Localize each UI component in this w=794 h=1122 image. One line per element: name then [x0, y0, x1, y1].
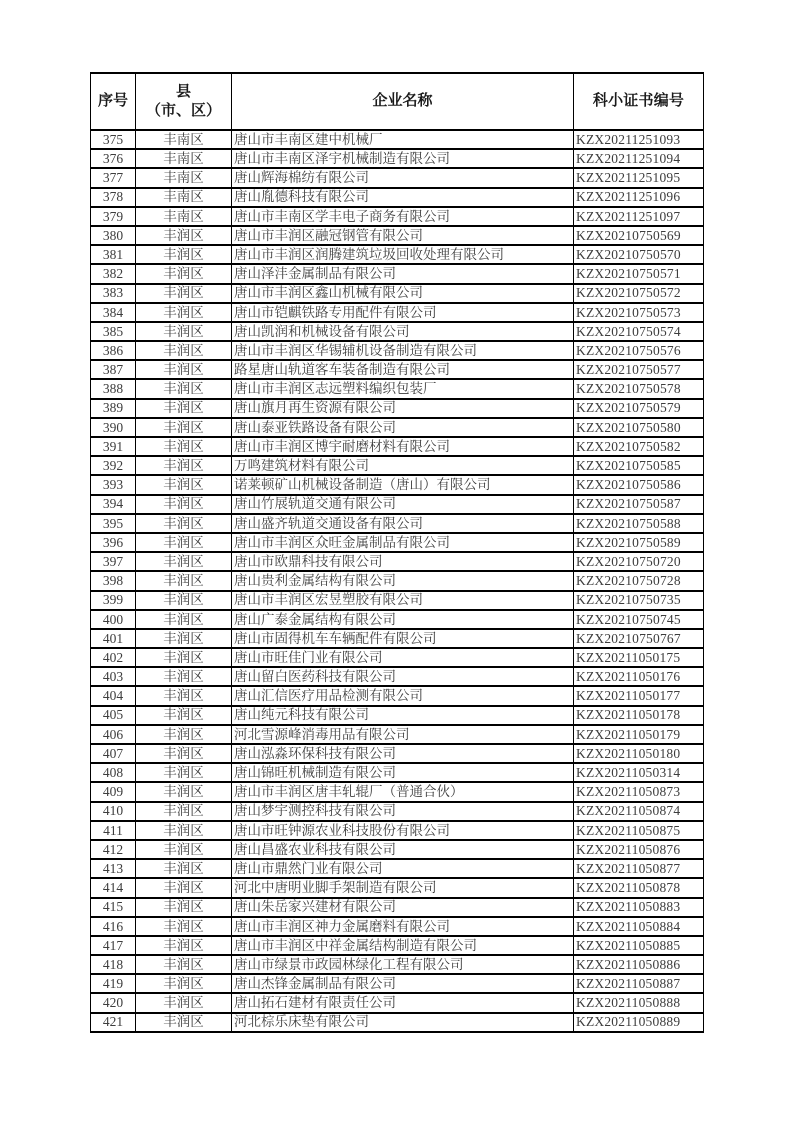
row-company: 唐山市旺钟源农业科技股份有限公司 [232, 821, 574, 840]
row-cert: KZX20210750576 [574, 341, 704, 360]
table-row [91, 782, 704, 801]
row-cert: KZX20210750580 [574, 418, 704, 437]
row-cert: KZX20211050876 [574, 840, 704, 859]
row-district: 丰润区 [136, 706, 232, 725]
row-serial: 391 [91, 437, 136, 456]
header-district-label-line2: （市、区） [145, 102, 221, 119]
row-cert: KZX20210750573 [574, 303, 704, 322]
table-row [91, 610, 704, 629]
row-cert: KZX20211050885 [574, 936, 704, 955]
row-serial: 381 [91, 245, 136, 264]
table-row [91, 917, 704, 936]
table-row [91, 802, 704, 821]
table-row [91, 245, 704, 264]
row-cert: KZX20211050889 [574, 1013, 704, 1032]
row-company: 唐山市丰润区中祥金属结构制造有限公司 [232, 936, 574, 955]
row-district: 丰润区 [136, 974, 232, 993]
row-cert: KZX20211050176 [574, 667, 704, 686]
row-serial: 409 [91, 782, 136, 801]
row-serial: 382 [91, 264, 136, 283]
row-company: 唐山泽沣金属制品有限公司 [232, 264, 574, 283]
row-cert: KZX20210750571 [574, 264, 704, 283]
row-serial: 376 [91, 149, 136, 168]
row-cert: KZX20211050175 [574, 648, 704, 667]
row-serial: 420 [91, 993, 136, 1012]
row-district: 丰润区 [136, 629, 232, 648]
row-cert: KZX20211050177 [574, 686, 704, 705]
row-company: 唐山市丰南区建中机械厂 [232, 130, 574, 149]
row-company: 唐山竹展轨道交通有限公司 [232, 495, 574, 514]
row-company: 唐山市丰润区神力金属磨料有限公司 [232, 917, 574, 936]
row-cert: KZX20210750587 [574, 495, 704, 514]
row-serial: 395 [91, 514, 136, 533]
row-company: 唐山市鼎然门业有限公司 [232, 859, 574, 878]
table-row [91, 188, 704, 207]
table-row [91, 284, 704, 303]
row-district: 丰南区 [136, 188, 232, 207]
row-serial: 378 [91, 188, 136, 207]
row-serial: 400 [91, 610, 136, 629]
row-serial: 403 [91, 667, 136, 686]
row-serial: 399 [91, 591, 136, 610]
table-row [91, 552, 704, 571]
row-cert: KZX20210750569 [574, 226, 704, 245]
row-cert: KZX20211251096 [574, 188, 704, 207]
row-district: 丰润区 [136, 686, 232, 705]
row-company: 唐山市丰润区鑫山机械有限公司 [232, 284, 574, 303]
table-row [91, 1013, 704, 1032]
row-serial: 389 [91, 399, 136, 418]
row-serial: 401 [91, 629, 136, 648]
row-district: 丰润区 [136, 936, 232, 955]
row-district: 丰润区 [136, 610, 232, 629]
row-company: 唐山朱岳家兴建材有限公司 [232, 898, 574, 917]
row-company: 唐山市欧鼎科技有限公司 [232, 552, 574, 571]
row-company: 唐山盛齐轨道交通设备有限公司 [232, 514, 574, 533]
row-serial: 387 [91, 360, 136, 379]
row-cert: KZX20210750745 [574, 610, 704, 629]
row-company: 唐山泰亚铁路设备有限公司 [232, 418, 574, 437]
row-serial: 402 [91, 648, 136, 667]
row-company: 唐山纯元科技有限公司 [232, 706, 574, 725]
row-company: 唐山市丰润区唐丰轧辊厂（普通合伙） [232, 782, 574, 801]
row-cert: KZX20210750579 [574, 399, 704, 418]
row-company: 唐山市丰润区融冠钢管有限公司 [232, 226, 574, 245]
header-cert [574, 73, 704, 130]
table-row [91, 475, 704, 494]
row-serial: 412 [91, 840, 136, 859]
header-serial [91, 73, 136, 130]
row-serial: 414 [91, 878, 136, 897]
row-company: 河北中唐明业脚手架制造有限公司 [232, 878, 574, 897]
row-serial: 377 [91, 168, 136, 187]
row-district: 丰润区 [136, 763, 232, 782]
row-district: 丰南区 [136, 130, 232, 149]
table-header-row [91, 73, 704, 130]
row-serial: 380 [91, 226, 136, 245]
row-cert: KZX20211050179 [574, 725, 704, 744]
table-row [91, 226, 704, 245]
table-row [91, 437, 704, 456]
row-serial: 418 [91, 955, 136, 974]
row-cert: KZX20210750720 [574, 552, 704, 571]
table-row [91, 571, 704, 590]
row-serial: 408 [91, 763, 136, 782]
row-cert: KZX20211050888 [574, 993, 704, 1012]
row-company: 唐山市丰南区学丰电子商务有限公司 [232, 207, 574, 226]
table-row [91, 533, 704, 552]
row-serial: 411 [91, 821, 136, 840]
row-serial: 410 [91, 802, 136, 821]
row-company: 唐山市丰润区众旺金属制品有限公司 [232, 533, 574, 552]
row-district: 丰南区 [136, 168, 232, 187]
row-district: 丰润区 [136, 226, 232, 245]
table-row [91, 725, 704, 744]
row-district: 丰润区 [136, 725, 232, 744]
row-company: 唐山泓淼环保科技有限公司 [232, 744, 574, 763]
row-company: 唐山市固得机车车辆配件有限公司 [232, 629, 574, 648]
row-cert: KZX20211251094 [574, 149, 704, 168]
table-row [91, 763, 704, 782]
row-company: 唐山辉海棉纺有限公司 [232, 168, 574, 187]
row-district: 丰润区 [136, 898, 232, 917]
row-district: 丰润区 [136, 1013, 232, 1032]
row-serial: 397 [91, 552, 136, 571]
row-district: 丰润区 [136, 802, 232, 821]
row-cert: KZX20211050180 [574, 744, 704, 763]
table-row [91, 399, 704, 418]
row-serial: 386 [91, 341, 136, 360]
table-row [91, 495, 704, 514]
row-cert: KZX20210750578 [574, 379, 704, 398]
row-cert: KZX20211050873 [574, 782, 704, 801]
row-cert: KZX20211050887 [574, 974, 704, 993]
row-district: 丰润区 [136, 379, 232, 398]
header-cert-label: 科小证书编号 [592, 93, 685, 110]
row-serial: 383 [91, 284, 136, 303]
row-company: 唐山市丰南区泽宇机械制造有限公司 [232, 149, 574, 168]
row-serial: 379 [91, 207, 136, 226]
table-row [91, 130, 704, 149]
table-row [91, 936, 704, 955]
table-row [91, 993, 704, 1012]
row-serial: 375 [91, 130, 136, 149]
row-cert: KZX20210750570 [574, 245, 704, 264]
row-company: 唐山杰锋金属制品有限公司 [232, 974, 574, 993]
row-cert: KZX20211251095 [574, 168, 704, 187]
row-cert: KZX20210750735 [574, 591, 704, 610]
row-cert: KZX20211050877 [574, 859, 704, 878]
row-company: 唐山锦旺机械制造有限公司 [232, 763, 574, 782]
table-row [91, 859, 704, 878]
row-company: 唐山拓石建材有限责任公司 [232, 993, 574, 1012]
row-serial: 392 [91, 456, 136, 475]
row-district: 丰润区 [136, 514, 232, 533]
row-district: 丰润区 [136, 571, 232, 590]
row-cert: KZX20211050178 [574, 706, 704, 725]
row-serial: 416 [91, 917, 136, 936]
row-company: 唐山胤德科技有限公司 [232, 188, 574, 207]
row-district: 丰润区 [136, 360, 232, 379]
row-district: 丰润区 [136, 782, 232, 801]
row-company: 唐山市绿景市政园林绿化工程有限公司 [232, 955, 574, 974]
header-company-label: 企业名称 [372, 93, 433, 110]
row-cert: KZX20211251097 [574, 207, 704, 226]
row-company: 唐山市丰润区宏昱塑胶有限公司 [232, 591, 574, 610]
row-district: 丰润区 [136, 533, 232, 552]
row-serial: 413 [91, 859, 136, 878]
row-cert: KZX20210750588 [574, 514, 704, 533]
row-cert: KZX20211050314 [574, 763, 704, 782]
table-row [91, 591, 704, 610]
table-row [91, 821, 704, 840]
row-district: 丰润区 [136, 744, 232, 763]
table-row [91, 207, 704, 226]
row-cert: KZX20211050884 [574, 917, 704, 936]
row-cert: KZX20210750582 [574, 437, 704, 456]
row-company: 唐山市丰润区华锡辅机设备制造有限公司 [232, 341, 574, 360]
row-serial: 390 [91, 418, 136, 437]
table-row [91, 744, 704, 763]
table-row [91, 955, 704, 974]
row-district: 丰南区 [136, 149, 232, 168]
table-row [91, 878, 704, 897]
row-company: 唐山市铠麒铁路专用配件有限公司 [232, 303, 574, 322]
row-serial: 385 [91, 322, 136, 341]
row-district: 丰润区 [136, 859, 232, 878]
row-serial: 388 [91, 379, 136, 398]
row-district: 丰润区 [136, 648, 232, 667]
row-district: 丰润区 [136, 495, 232, 514]
row-district: 丰润区 [136, 284, 232, 303]
row-serial: 396 [91, 533, 136, 552]
row-district: 丰润区 [136, 264, 232, 283]
row-company: 唐山梦宇测控科技有限公司 [232, 802, 574, 821]
table-row [91, 514, 704, 533]
table-row [91, 840, 704, 859]
row-cert: KZX20211251093 [574, 130, 704, 149]
row-company: 唐山旗月再生资源有限公司 [232, 399, 574, 418]
row-company: 唐山凯润和机械设备有限公司 [232, 322, 574, 341]
row-district: 丰润区 [136, 456, 232, 475]
row-serial: 407 [91, 744, 136, 763]
row-cert: KZX20211050878 [574, 878, 704, 897]
table-row [91, 974, 704, 993]
row-district: 丰润区 [136, 475, 232, 494]
row-serial: 398 [91, 571, 136, 590]
row-cert: KZX20210750589 [574, 533, 704, 552]
table-row [91, 341, 704, 360]
header-company [232, 73, 574, 130]
row-district: 丰润区 [136, 303, 232, 322]
row-company: 河北雪源峰消毒用品有限公司 [232, 725, 574, 744]
row-district: 丰润区 [136, 667, 232, 686]
row-serial: 406 [91, 725, 136, 744]
table-row [91, 648, 704, 667]
row-serial: 394 [91, 495, 136, 514]
row-district: 丰润区 [136, 552, 232, 571]
row-district: 丰润区 [136, 993, 232, 1012]
row-serial: 415 [91, 898, 136, 917]
row-cert: KZX20210750767 [574, 629, 704, 648]
table-row [91, 379, 704, 398]
table-row [91, 418, 704, 437]
table-row [91, 168, 704, 187]
row-district: 丰润区 [136, 245, 232, 264]
row-company: 唐山汇信医疗用品检测有限公司 [232, 686, 574, 705]
row-district: 丰润区 [136, 917, 232, 936]
row-district: 丰润区 [136, 341, 232, 360]
row-district: 丰南区 [136, 207, 232, 226]
row-serial: 393 [91, 475, 136, 494]
row-district: 丰润区 [136, 418, 232, 437]
header-district [136, 73, 232, 130]
row-cert: KZX20210750574 [574, 322, 704, 341]
row-company: 万鸣建筑材料有限公司 [232, 456, 574, 475]
row-company: 唐山市丰润区志远塑料编织包装厂 [232, 379, 574, 398]
row-district: 丰润区 [136, 437, 232, 456]
row-district: 丰润区 [136, 821, 232, 840]
header-serial-label: 序号 [97, 93, 128, 110]
row-cert: KZX20210750728 [574, 571, 704, 590]
row-company: 唐山市旺佳门业有限公司 [232, 648, 574, 667]
row-company: 唐山市丰润区润腾建筑垃圾回收处理有限公司 [232, 245, 574, 264]
row-serial: 405 [91, 706, 136, 725]
table-row [91, 264, 704, 283]
row-cert: KZX20211050875 [574, 821, 704, 840]
row-cert: KZX20210750586 [574, 475, 704, 494]
table-row [91, 898, 704, 917]
row-company: 唐山留白医药科技有限公司 [232, 667, 574, 686]
certificate-table [90, 72, 704, 1033]
table-row [91, 456, 704, 475]
header-district-label-line1: 县 [175, 83, 191, 100]
row-district: 丰润区 [136, 878, 232, 897]
table-row [91, 360, 704, 379]
table-row [91, 303, 704, 322]
row-company: 唐山贵利金属结构有限公司 [232, 571, 574, 590]
row-serial: 417 [91, 936, 136, 955]
row-district: 丰润区 [136, 591, 232, 610]
table-row [91, 686, 704, 705]
row-company: 唐山广泰金属结构有限公司 [232, 610, 574, 629]
row-serial: 419 [91, 974, 136, 993]
table-row [91, 629, 704, 648]
table-row [91, 149, 704, 168]
row-district: 丰润区 [136, 840, 232, 859]
row-cert: KZX20210750577 [574, 360, 704, 379]
row-district: 丰润区 [136, 955, 232, 974]
row-cert: KZX20211050874 [574, 802, 704, 821]
row-district: 丰润区 [136, 322, 232, 341]
row-company: 诺莱顿矿山机械设备制造（唐山）有限公司 [232, 475, 574, 494]
row-district: 丰润区 [136, 399, 232, 418]
table-row [91, 706, 704, 725]
row-serial: 384 [91, 303, 136, 322]
row-company: 唐山昌盛农业科技有限公司 [232, 840, 574, 859]
table-row [91, 322, 704, 341]
row-cert: KZX20210750572 [574, 284, 704, 303]
row-company: 路星唐山轨道客车装备制造有限公司 [232, 360, 574, 379]
row-company: 唐山市丰润区博宇耐磨材料有限公司 [232, 437, 574, 456]
row-serial: 404 [91, 686, 136, 705]
row-cert: KZX20211050883 [574, 898, 704, 917]
row-serial: 421 [91, 1013, 136, 1032]
table-row [91, 667, 704, 686]
row-cert: KZX20210750585 [574, 456, 704, 475]
row-company: 河北棕乐床垫有限公司 [232, 1013, 574, 1032]
row-cert: KZX20211050886 [574, 955, 704, 974]
